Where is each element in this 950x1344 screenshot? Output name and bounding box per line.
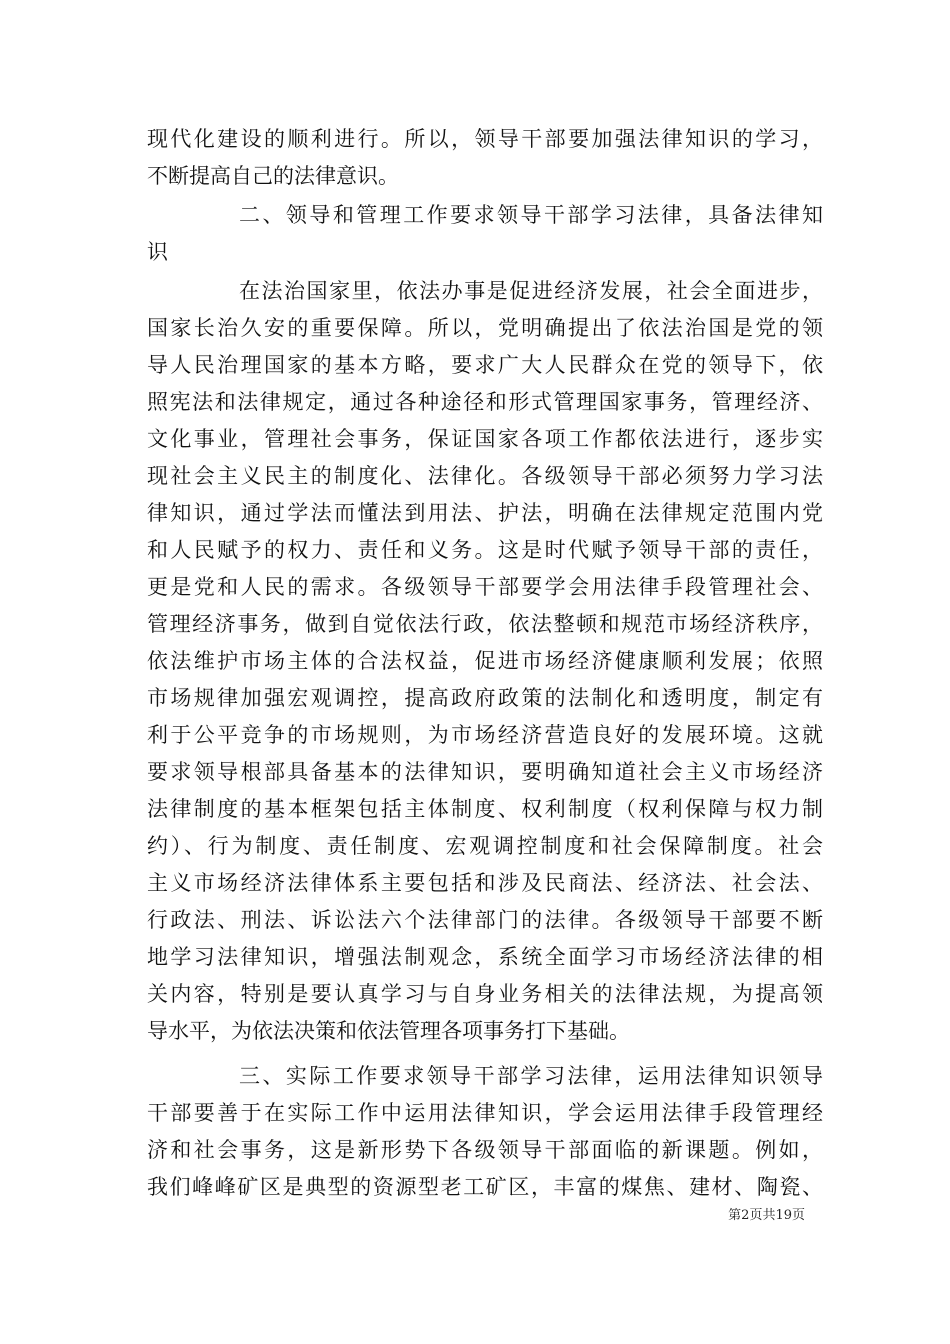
text-line: 法律制度的基本框架包括主体制度、权利制度（权利保障与权力制 — [147, 797, 823, 821]
text-line: 律知识，通过学法而懂法到用法、护法，明确在法律规定范围内党 — [147, 501, 823, 525]
text-line: 行政法、刑法、诉讼法六个法律部门的法律。各级领导干部要不断 — [147, 908, 823, 932]
text-line: 和人民赋予的权力、责任和义务。这是时代赋予领导干部的责任， — [147, 538, 823, 562]
text-line: 关内容，特别是要认真学习与自身业务相关的法律法规，为提高领 — [147, 982, 823, 1006]
section-heading-continuation: 识 — [147, 240, 168, 264]
text-line: 照宪法和法律规定，通过各种途径和形式管理国家事务，管理经济、 — [147, 390, 823, 414]
body-text — [147, 121, 823, 1206]
text-line: 国家长治久安的重要保障。所以，党明确提出了依法治国是党的领 — [147, 316, 823, 340]
text-line: 不断提高自己的法律意识。 — [147, 164, 399, 188]
section-heading: 二、领导和管理工作要求领导干部学习法律，具备法律知 — [239, 203, 823, 227]
text-line: 干部要善于在实际工作中运用法律知识，学会运用法律手段管理经 — [147, 1101, 823, 1125]
text-line: 我们峰峰矿区是典型的资源型老工矿区，丰富的煤焦、建材、陶瓷、 — [147, 1175, 823, 1199]
text-line: 现代化建设的顺利进行。所以，领导干部要加强法律知识的学习， — [147, 127, 823, 151]
text-line: 管理经济事务，做到自觉依法行政，依法整顿和规范市场经济秩序， — [147, 612, 823, 636]
text-line: 济和社会事务，这是新形势下各级领导干部面临的新课题。例如， — [147, 1138, 823, 1162]
paragraph-start: 在法治国家里，依法办事是促进经济发展，社会全面进步， — [239, 279, 823, 303]
text-line: 现社会主义民主的制度化、法律化。各级领导干部必须努力学习法 — [147, 464, 823, 488]
section-heading: 三、实际工作要求领导干部学习法律，运用法律知识领导 — [239, 1064, 823, 1088]
text-line: 主义市场经济法律体系主要包括和涉及民商法、经济法、社会法、 — [147, 871, 823, 895]
text-line: 利于公平竞争的市场规则，为市场经济营造良好的发展环境。这就 — [147, 723, 823, 747]
text-line: 地学习法律知识，增强法制观念，系统全面学习市场经济法律的相 — [147, 945, 823, 969]
text-line: 文化事业，管理社会事务，保证国家各项工作都依法进行，逐步实 — [147, 427, 823, 451]
text-line: 依法维护市场主体的合法权益，促进市场经济健康顺利发展；依照 — [147, 649, 823, 673]
page-number: 第2页共19页 — [728, 1208, 805, 1223]
text-line: 市场规律加强宏观调控，提高政府政策的法制化和透明度，制定有 — [147, 686, 823, 710]
text-line: 约）、行为制度、责任制度、宏观调控制度和社会保障制度。社会 — [147, 834, 823, 858]
text-line: 导人民治理国家的基本方略，要求广大人民群众在党的领导下，依 — [147, 353, 823, 377]
text-line: 更是党和人民的需求。各级领导干部要学会用法律手段管理社会、 — [147, 575, 823, 599]
paragraph-end: 导水平，为依法决策和依法管理各项事务打下基础。 — [147, 1019, 630, 1043]
text-line: 要求领导根部具备基本的法律知识，要明确知道社会主义市场经济 — [147, 760, 823, 784]
